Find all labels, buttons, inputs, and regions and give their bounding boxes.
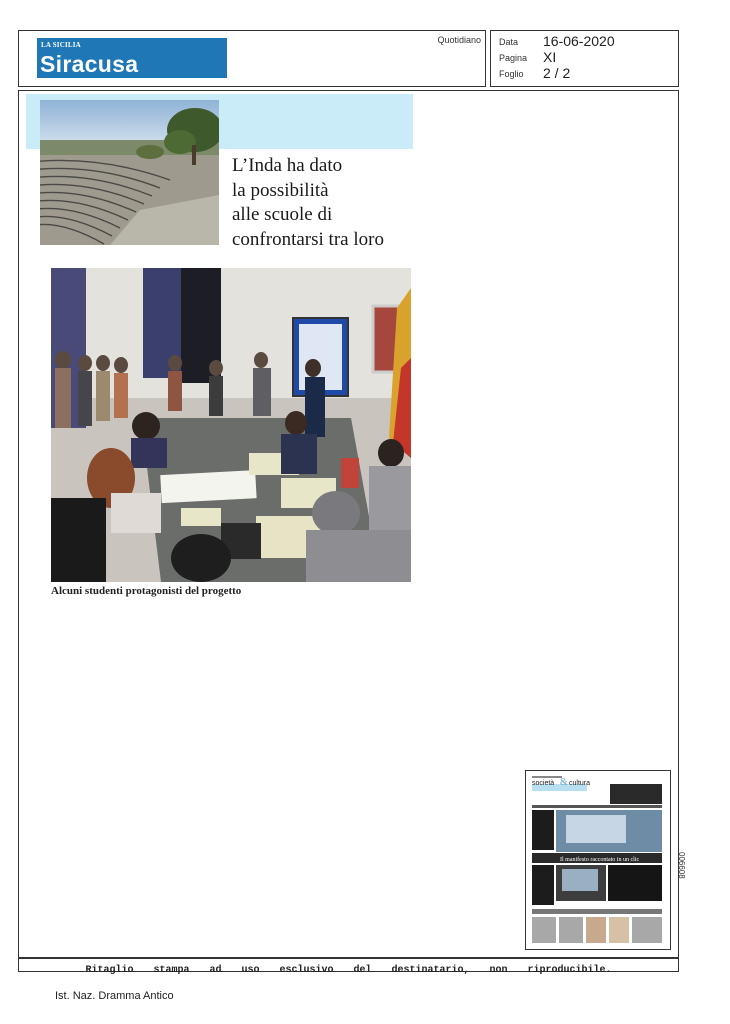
publication-type: Quotidiano [437,35,481,45]
sheet-value: 2 / 2 [543,65,571,81]
page-thumbnail [525,770,671,950]
article-headline [232,154,384,252]
headline-line: alle scuole di [232,204,333,225]
meta-box [490,30,679,87]
headline-line: L’Inda ha dato [232,155,343,176]
students-classroom-photo [51,268,411,582]
greek-theatre-photo [40,100,219,245]
headline-line: confrontarsi tra loro [232,228,384,250]
page-thumbnail-graphic [526,771,670,949]
date-value: 16-06-2020 [543,33,615,49]
thumbnail-section-right: cultura [569,780,591,787]
page-label: Pagina [499,53,528,63]
source-name: Ist. Naz. Dramma Antico [55,990,174,1002]
thumbnail-headline: Il manifesto raccontato in un clic [560,857,640,863]
page-code-text: 006608 [677,852,686,879]
logo-publisher: LA SICILIA [41,41,81,49]
thumbnail-section-left: società [532,780,555,787]
masthead-box [18,30,486,87]
newspaper-logo [37,38,227,78]
logo-edition: Siracusa [40,51,139,77]
sheet-label: Foglio [499,69,524,79]
date-label: Data [499,37,519,47]
photo-caption: Alcuni studenti protagonisti del progetto [51,585,242,597]
thumbnail-section-amp: & [560,777,568,788]
copyright-notice-bar [18,958,679,976]
page-value: XI [543,49,557,65]
page-code [672,852,696,882]
copyright-notice: Ritaglio stampa ad uso esclusivo del destinatario, non riproducibile. [85,965,612,976]
headline-line: la possibilità [232,179,329,201]
